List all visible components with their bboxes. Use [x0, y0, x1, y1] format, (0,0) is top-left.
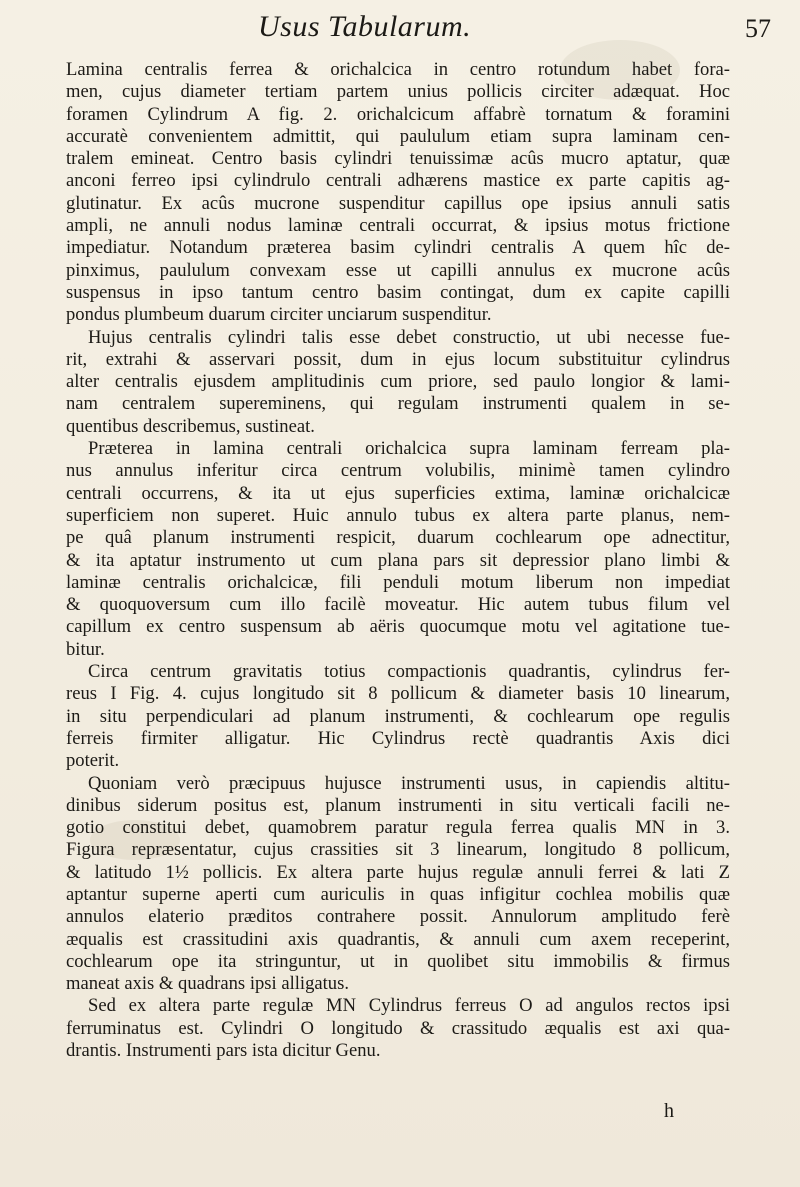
paragraph [66, 438, 730, 661]
text-line: & ita aptatur instrumento ut cum plana pars sit depressior plano limbi & [66, 549, 730, 571]
text-line: capillum ex centro suspensum ab aëris quocumque motu vel agitatione tue- [66, 616, 730, 638]
text-line: Præterea in lamina centrali orichalcica supra laminam ferream pla- [88, 438, 730, 460]
paragraph [66, 59, 730, 327]
page-header [0, 10, 800, 50]
text-line: Hujus centralis cylindri talis esse debet constructio, ut ubi necesse fue- [88, 326, 730, 348]
text-line: drantis. Instrumenti pars ista dicitur Genu. [66, 1040, 381, 1062]
text-line: glutinatur. Ex acûs mucrone suspenditur capillus ope ipsius annuli satis [66, 192, 730, 214]
text-line: poterit. [66, 750, 120, 772]
text-line: Sed ex altera parte regulæ MN Cylindrus ferreus O ad angulos rectos ipsi [88, 995, 730, 1017]
text-line: impediatur. Notandum præterea basim cylindri centralis A quem hîc de- [66, 237, 730, 259]
text-line: in situ perpendiculari ad planum instrumenti, & cochlearum ope regulis [66, 705, 730, 727]
text-line: accuratè convenientem admittit, qui paululum etiam supra laminam cen- [66, 125, 730, 147]
text-line: suspensus in ipso tantum centro basim contingat, dum ex capite capilli [66, 281, 730, 303]
text-line: Quoniam verò præcipuus hujusce instrumenti usus, in capiendis altitu- [88, 772, 730, 794]
catchword: h [664, 1100, 674, 1122]
text-line: pe quâ planum instrumenti respicit, duarum cochlearum ope adnectitur, [66, 527, 730, 549]
paragraph [66, 327, 730, 438]
text-line: pondus plumbeum duarum circiter unciarum suspenditur. [66, 304, 492, 326]
text-line: dinibus siderum positus est, planum instrumenti in situ verticali facili ne- [66, 794, 730, 816]
text-line: rit, extrahi & asservari possit, dum in ejus locum substituitur cylindrus [66, 348, 730, 370]
text-line: ferreis firmiter alligatur. Hic Cylindrus rectè quadrantis Axis dici [66, 727, 730, 749]
text-line: nus annulus inferitur circa centrum volubilis, minimè tamen cylindro [66, 460, 730, 482]
body-text [66, 59, 730, 1062]
text-line: pinximus, paululum convexam esse ut capilli annulus ex mucrone acûs [66, 259, 730, 281]
text-line: Circa centrum gravitatis totius compactionis quadrantis, cylindrus fer- [88, 661, 730, 683]
text-line: anconi ferreo ipsi cylindrulo centrali adhærens mastice ex parte capitis ag- [66, 170, 730, 192]
text-line: & latitudo 1½ pollicis. Ex altera parte hujus regulæ annuli ferrei & lati Z [66, 861, 730, 883]
paragraph [66, 661, 730, 772]
text-line: Figura repræsentatur, cujus crassities sit 3 linearum, longitudo 8 pollicum, [66, 839, 730, 861]
text-line: laminæ centralis orichalcicæ, fili penduli motum liberum non impediat [66, 571, 730, 593]
text-line: ampli, ne annuli nodus laminæ centrali occurrat, & ipsius motus frictione [66, 215, 730, 237]
text-line: & quoquoversum cum illo facilè moveatur. Hic autem tubus filum vel [66, 594, 730, 616]
text-line: quentibus describemus, sustineat. [66, 415, 315, 437]
paragraph [66, 995, 730, 1062]
paragraph [66, 773, 730, 996]
text-line: foramen Cylindrum A fig. 2. orichalcicum affabrè tornatum & foramini [66, 103, 730, 125]
text-line: Lamina centralis ferrea & orichalcica in centro rotundum habet fora- [66, 59, 730, 80]
text-line: gotio constitui debet, quamobrem paratur regula ferrea qualis MN in 3. [66, 817, 730, 839]
text-line: ferruminatus est. Cylindri O longitudo & crassitudo æqualis est axi qua- [66, 1017, 730, 1039]
text-line: bitur. [66, 638, 105, 660]
text-line: cochlearum ope ita stringuntur, ut in quolibet situ immobilis & firmus [66, 950, 730, 972]
text-line: maneat axis & quadrans ipsi alligatus. [66, 973, 349, 995]
text-line: tralem emineat. Centro basis cylindri tenuissimæ acûs mucro aptatur, quæ [66, 148, 730, 170]
text-line: centrali occurrens, & ita ut ejus superficies extima, laminæ orichalcicæ [66, 482, 730, 504]
page-number: 57 [745, 14, 771, 43]
text-line: alter centralis ejusdem amplitudinis cum priore, sed paulo longior & lami- [66, 371, 730, 393]
text-line: nam centralem supereminens, qui regulam instrumenti qualem in se- [66, 393, 730, 415]
text-line: superficiem non superet. Huic annulo tubus ex altera parte planus, nem- [66, 504, 730, 526]
text-line: annulos elaterio præditos contrahere possit. Annulorum amplitudo ferè [66, 906, 730, 928]
text-line: reus I Fig. 4. cujus longitudo sit 8 pollicum & diameter basis 10 linearum, [66, 683, 730, 705]
text-line: æqualis est crassitudini axis quadrantis, & annuli cum axem receperint, [66, 928, 730, 950]
running-title: Usus Tabularum. [258, 10, 472, 43]
text-line: men, cujus diameter tertiam partem unius pollicis circiter adæquat. Hoc [66, 81, 730, 103]
text-line: aptantur superne aperti cum auriculis in quas infigitur cochlea mobilis quæ [66, 883, 730, 905]
